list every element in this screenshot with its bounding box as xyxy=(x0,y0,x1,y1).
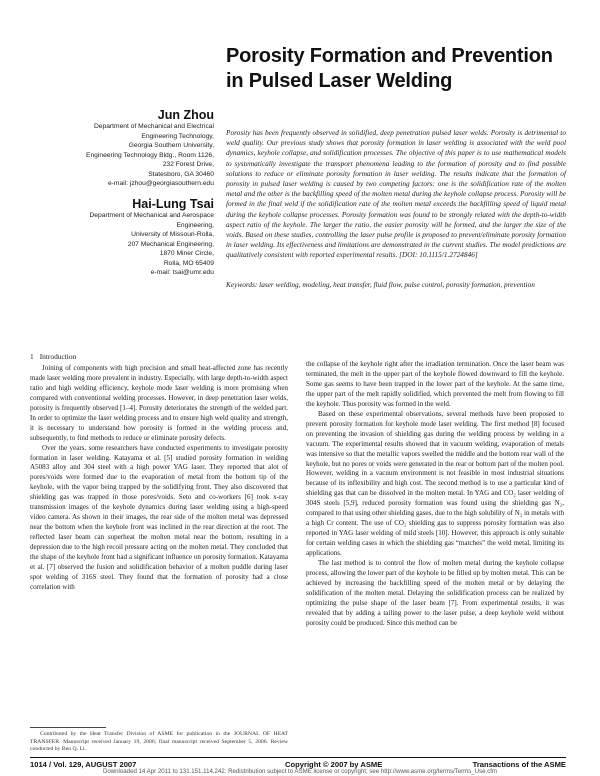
author-block xyxy=(18,108,214,189)
affiliation-line: Engineering Technology, xyxy=(141,132,214,140)
paper-title: Porosity Formation and Prevention in Pulsed Laser Welding xyxy=(226,45,553,92)
affiliation-line: Engineering Technology Bldg., Room 1126, xyxy=(85,151,214,159)
affiliation-line: Statesboro, GA 30460 xyxy=(148,170,214,178)
author-affiliation xyxy=(18,211,214,278)
author-email[interactable]: e-mail: jzhou@georgiasouthern.edu xyxy=(107,180,214,187)
section-number: 1 xyxy=(30,352,34,361)
footer-copyright: Copyright © 2007 by ASME xyxy=(285,760,383,769)
affiliation-line: Georgia Southern University, xyxy=(128,142,214,149)
section-heading xyxy=(30,352,288,362)
abstract: Porosity has been frequently observed in solidified, deep penetration pulsed laser welds. Porosity is detrimental to weld quality. Our previous study shows that porosity formation in laser welding is associated with the weld pool dynamics, keyhole collapse, and solidification processes. The objective of this paper is to use mathematical models to systematically investigate the transport phenomena leading to the formation of porosity and to find possible solutions to reduce or eliminate porosity formation in laser welding. The results indicate that the formation of porosity in pulsed laser welding is caused by two competing factors: one is the solidification rate of the molten metal and the other is the backfilling speed of the molten metal during the keyhole collapse process. Porosity will be formed in the final weld if the solidification rate of the molten metal exceeds the backfilling speed of liquid metal during the keyhole collapse processes. Porosity formation was found to be strongly related with the depth-to-width aspect ratio of the keyhole. The larger the ratio, the easier porosity will be formed, and the larger the size of the voids. Based on these studies, controlling the laser pulse profile is proposed to prevent/eliminate porosity formation in laser welding. Its effectiveness and limitations are demonstrated in the current studies. The model predictions are qualitatively consistent with reported experimental results. [DOI: 10.1115/1.2724846] xyxy=(226,128,566,260)
body-paragraph: The last method is to control the flow of molten metal during the keyhole collapse process, allowing the lower part of the keyhole to be filled up by molten metal. This can be achieved by increasing the backfilling speed of the molten metal or by delaying the solidification of the molten metal. Delaying the solidification process can be realized by optimizing the pulse shape of the laser beam [7]. From experimental results, it was revealed that by adding a tailing power to the laser pulse, a deep keyhole weld without porosity could be produced. Since this method can be xyxy=(306,559,564,627)
body-paragraph: Based on these experimental observations, several methods have been proposed to prevent porosity formation for keyhole mode laser welding. The first method [8] focused on preventing the invasion of shielding gas during the welding process by welding in a vacuum. The experimental results showed that in vacuum welding, evaporation of metals was intensive so that the metallic vapors swelled the middle and the bottom rear wall of the keyhole, but no pores or voids were generated in the rear or bottom part of the molten pool. However, welding in a vacuum environment is not feasible in most industrial situations because of its inflexibility and high cost. The second method is to use a particular kind of shielding gas that can be dissolved in the molten metal. In YAG and CO₂ laser welding of 304S steels [5,9], reduced porosity formation was found using the shielding gas N₂, compared to that using other shielding gases, due to the high solubility of N₂ in metals with a high Cr content. The use of CO₂ shielding gas to suppress porosity formation was also reported in YAG laser welding of mild steels [10]. However, this approach is only suitable for certain welding cases in which the shielding gas “matches” the weld metal, limiting its applications. xyxy=(306,409,564,558)
footer-journal-info: 1014 / Vol. 129, AUGUST 2007 xyxy=(30,760,137,769)
affiliation-line: Department of Mechanical and Electrical xyxy=(93,123,214,130)
footnote-rule xyxy=(30,727,106,728)
affiliation-line: 1870 Miner Circle, xyxy=(159,250,214,257)
body-column-left xyxy=(30,352,288,593)
author-name: Jun Zhou xyxy=(157,108,214,122)
author-affiliation xyxy=(18,122,214,189)
affiliation-line: Department of Mechanical and Aerospace xyxy=(89,212,214,219)
download-notice: Downloaded 14 Apr 2011 to 131.151.114.242. Redistribution subject to ASME license or copyright; see http://www.asme.org/terms/Terms_Use.cfm xyxy=(102,768,498,775)
body-paragraph: Over the years, some researchers have conducted experiments to investigate porosity formation in laser welding. Katayama et al. [5] studied porosity formation in welding A5083 alloy and 304 steel with a high power YAG laser. They reported that alot of pores/voids were formed due to the evaporation of metal from the bottom tip of the keyhole, with the vapor being trapped by the solidifying front. They also discovered that shielding gas was trapped in those pores/voids. Seto and co-workers [6] took x-ray transmission images of the keyhole dynamics during laser welding using a high-speed video camera. As shown in their images, the rear side of the molten metal was depressed near the bottom when the keyhole front was inclined in the rear direction at the root. The reflected laser beam can superheat the molten metal near the bottom, resulting in a depression due to the high recoil pressure acting on the molten metal. They concluded that the shape of the keyhole front had a significant influence on porosity formation. Katayama et al. [7] observed the fusion and solidification behavior of a molten puddle during laser spot welding of 316S steel. They found that the formation of porosity had a close correlation with xyxy=(30,443,288,591)
body-paragraph: the collapse of the keyhole right after the irradiation termination. Once the laser beam was terminated, the melt in the upper part of the keyhole flowed downward to fill the keyhole. Some gas seems to have been trapped in the lower part of the keyhole. At the same time, the upper part of the melt rapidly solidified, which prevented the melt from flowing to fill the keyhole. Thus porosity was formed in the weld. xyxy=(306,360,564,408)
section-title: Introduction xyxy=(39,352,77,361)
body-column-right xyxy=(306,360,564,629)
footer-journal-name: Transactions of the ASME xyxy=(472,760,566,769)
affiliation-line: Rolla, MO 65409 xyxy=(163,259,214,267)
author-email[interactable]: e-mail: tsai@umr.edu xyxy=(150,269,214,276)
affiliation-line: University of Missouri-Rolla, xyxy=(131,231,214,238)
affiliation-line: 207 Mechanical Engineering, xyxy=(127,240,214,248)
keywords: Keywords: laser welding, modeling, heat transfer, fluid flow, pulse control, porosity formation, prevention xyxy=(226,280,535,289)
affiliation-line: 232 Forest Drive, xyxy=(162,161,214,168)
author-block xyxy=(18,197,214,278)
footnote: Contributed by the Heat Transfer Division of ASME for publication in the JOURNAL OF HEAT TRANSFER. Manuscript received January 19, 2006; final manuscript received September 5, 2006. Review conducted by Ben Q. Li. xyxy=(30,731,288,753)
author-name: Hai-Lung Tsai xyxy=(132,197,214,211)
affiliation-line: Engineering, xyxy=(176,221,214,229)
body-paragraph: Joining of components with high precision and small heat-affected zone has recently made laser welding more prevalent in industry. Especially, with large depth-to-width aspect ratio and high welding efficiency, keyhole mode laser welding is more promising when compared with conventional welding processes. However, in deep penetration laser welds, porosity is frequently observed [1–4]. Porosity deteriorates the strength of the welded part. In order to optimize the laser welding process and to ensure high weld quality and strength, it is necessary to understand how porosity is formed in the welding process and, subsequently, to find methods to reduce or eliminate porosity defects. xyxy=(30,363,288,442)
footer-rule xyxy=(30,757,566,758)
